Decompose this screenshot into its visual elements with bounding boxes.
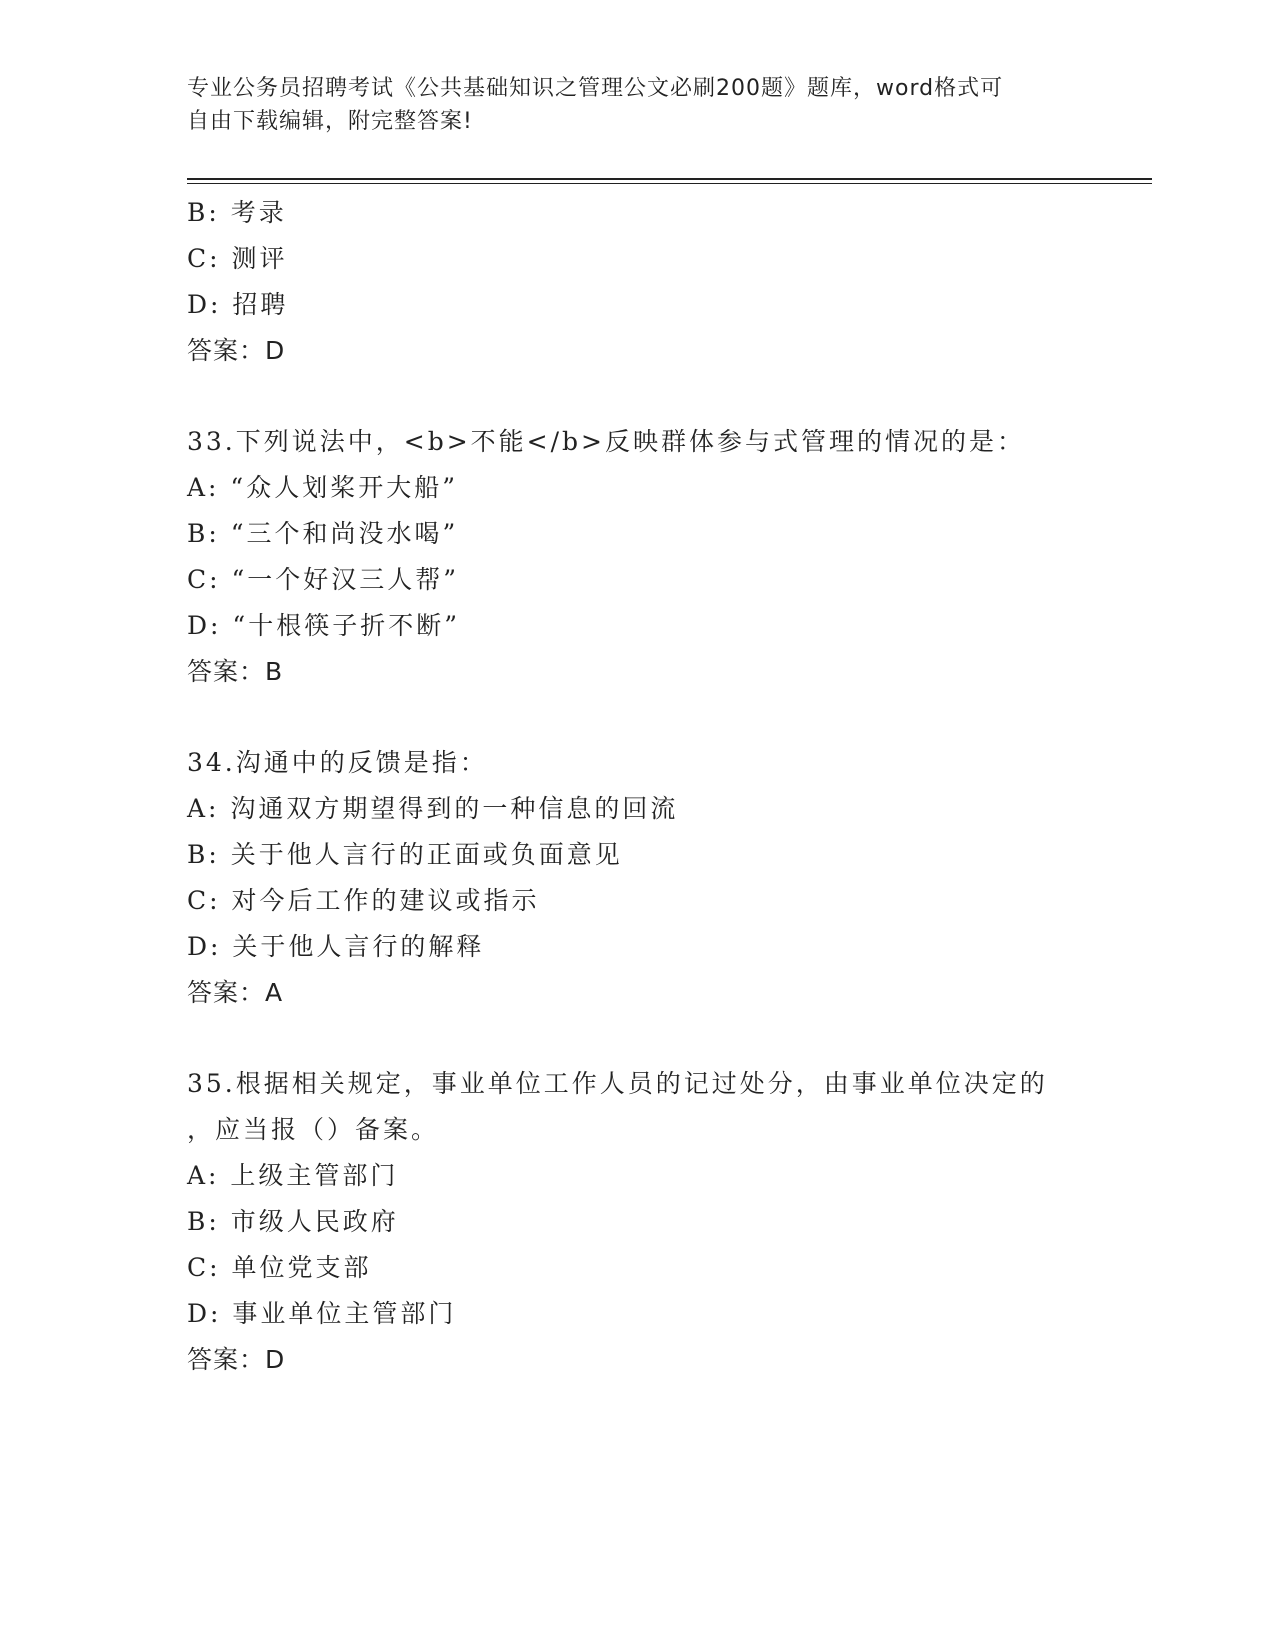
question-list (187, 190, 1107, 1383)
question-stem-line-1: 35.根据相关规定，事业单位工作人员的记过处分，由事业单位决定的 (187, 1069, 1048, 1098)
option-c: C: 测评 (187, 244, 288, 273)
option-b: B: 考录 (187, 198, 287, 227)
question-stem: 33.下列说法中，<b>不能</b>反映群体参与式管理的情况的是： (187, 427, 1025, 456)
answer: 答案：D (187, 1345, 286, 1374)
option-b: B: 市级人民政府 (187, 1207, 399, 1236)
question-33 (187, 419, 1107, 695)
question-34 (187, 740, 1107, 1016)
header-rule-thick (187, 178, 1152, 180)
option-a: A: “众人划桨开大船” (187, 473, 458, 502)
answer: 答案：B (187, 657, 284, 686)
header-rule-thin (187, 183, 1152, 184)
question-35 (187, 1061, 1107, 1383)
option-c: C: “一个好汉三人帮” (187, 565, 460, 594)
option-c: C: 单位党支部 (187, 1253, 372, 1282)
option-b: B: 关于他人言行的正面或负面意见 (187, 840, 623, 869)
answer: 答案：D (187, 336, 286, 365)
option-a: A: 上级主管部门 (187, 1161, 399, 1190)
option-a: A: 沟通双方期望得到的一种信息的回流 (187, 794, 679, 823)
header-line-2: 自由下载编辑，附完整答案! (187, 109, 473, 134)
option-d: D: 招聘 (187, 290, 289, 319)
option-d: D: “十根筷子折不断” (187, 611, 460, 640)
document-header (187, 72, 1067, 138)
option-d: D: 关于他人言行的解释 (187, 932, 485, 961)
header-line-1: 专业公务员招聘考试《公共基础知识之管理公文必刷200题》题库，word格式可 (187, 76, 1004, 101)
option-b: B: “三个和尚没水喝” (187, 519, 459, 548)
option-c: C: 对今后工作的建议或指示 (187, 886, 540, 915)
question-stem-line-2: ，应当报（）备案。 (187, 1115, 440, 1144)
question-stem: 34.沟通中的反馈是指： (187, 748, 488, 777)
option-d: D: 事业单位主管部门 (187, 1299, 457, 1328)
question-fragment (187, 190, 1107, 374)
answer: 答案：A (187, 978, 284, 1007)
